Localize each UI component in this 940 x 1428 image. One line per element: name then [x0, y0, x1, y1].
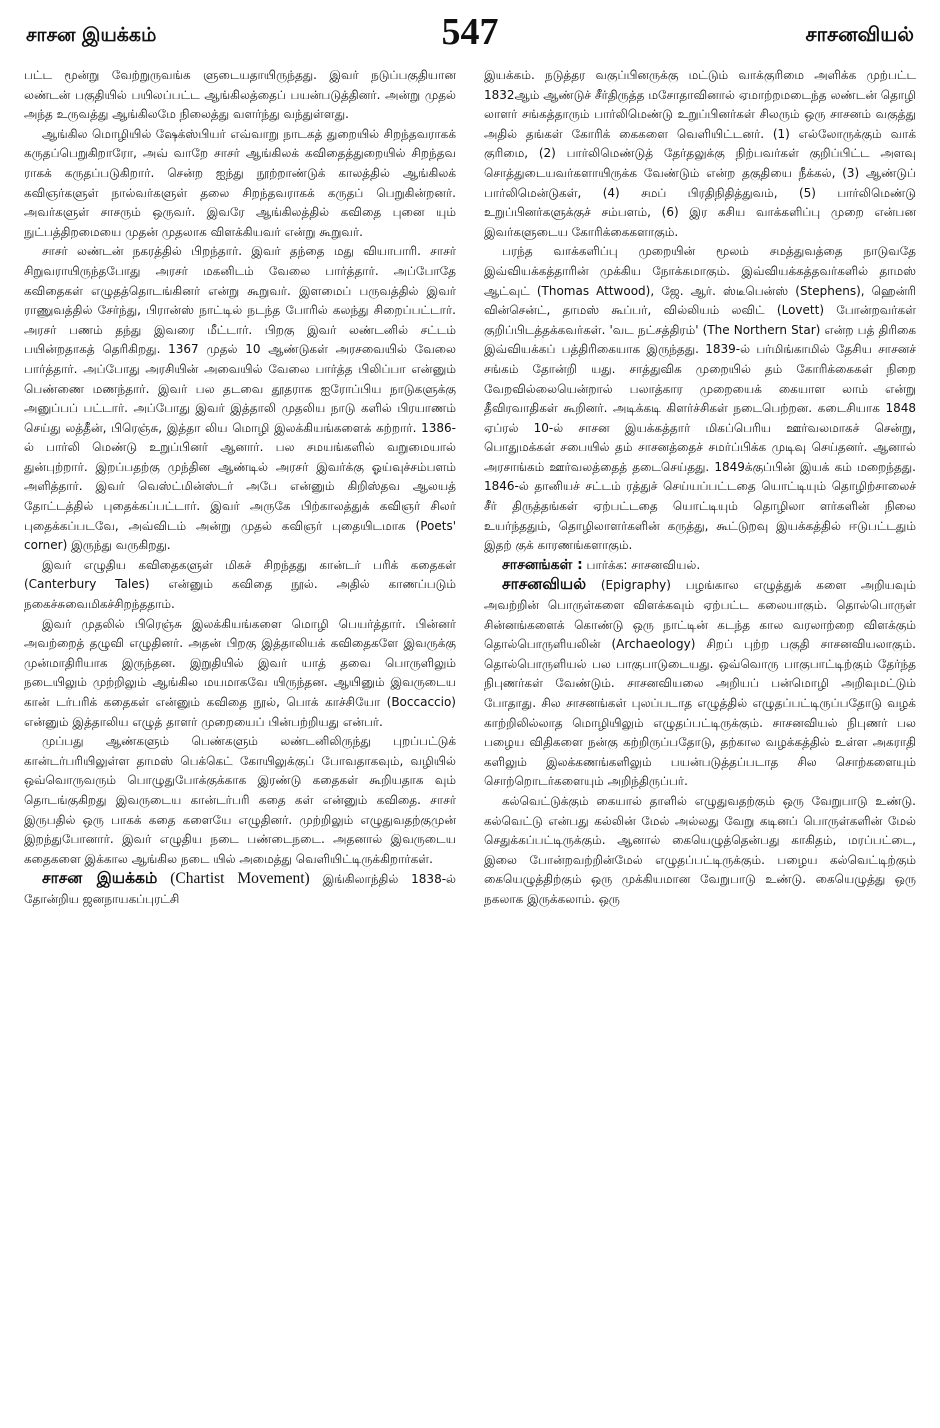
paragraph: கல்வெட்டுக்கும் கையால் தாளில் எழுதுவதற்கும் ஒரு வேறுபாடு உண்டு. கல்வெட்டு என்பது கல்லின் மேல் அல்லது வேறு கடினப் பொருள்களின் மேல் செதுக்கப்பட்டிருக்கும். ஆனால் கையெழுத்தென்பது காகிதம், மரப்பட்டை, இலை போன்றவற்றின்மேல் எழுதப்பட்டிருக்கும். பழைய கல்வெட்டிற்கும் கையெழுத்திற்கும் ஒரு முக்கியமான வேறுபாடு உண்டு. கையெழுத்து ஒரு நகலாக இருக்கலாம். ஒரு	[484, 793, 916, 906]
entry-epigraphy	[484, 575, 916, 792]
left-column	[24, 66, 456, 1411]
entry-text: இங்கிலாந்தில் 1838-ல் தோன்றிய ஜனநாயகப்புரட்சி	[24, 872, 456, 906]
running-head-left: சாசன இயக்கம்	[26, 24, 157, 46]
cross-reference	[484, 556, 916, 576]
page-number: 547	[441, 11, 499, 53]
cross-ref-text: பார்க்க: சாசனவியல்.	[586, 557, 701, 572]
paragraph: ஆங்கில மொழியில் ஷேக்ஸ்பியர் எவ்வாறு நாடகத் துறையில் சிறந்தவராகக் கருதப்பெறுகிறாரோ, அவ் வாறே சாசர் ஆங்கிலக் கவிதைத்துறையில் சிறந்தவ ராகக் கருதப்படுகிறார். சென்ற ஐந்து நூற்றாண்டுக் காலத்தில் ஆங்கிலக் கவிஞர்களுள் நால்வர்களுள் தலை சிறந்தவராகக் கருதப் பெறுகின்றனர். அவர்களுள் சாசரும் ஒருவர். இவரே ஆங்கிலத்தில் கவிதை புனை யும் நுட்பத்திறமையை முதன் முதலாக விளக்கியவர் என்று கூறுவர்.	[24, 126, 456, 239]
paragraph: பரந்த வாக்களிப்பு முறையின் மூலம் சமத்துவத்தை நாடுவதே இவ்வியக்கத்தாரின் முக்கிய நோக்கமாகும். இவ்வியக்கத்தவர்களில் தாமஸ் ஆட்வுட் (Thomas Attwood), ஜே. ஆர். ஸ்டீபென்ஸ் (Stephens), ஹென்ரி வின்சென்ட், தாமஸ் கூப்பர், வில்லியம் லவிட் (Lovett) போன்றவர்கள் குறிப்பிடத்தக்கவர்கள். 'வட நட்சத்திரம்' (The Northern Star) என்ற பத் திரிகை இவ்வியக்கப் பத்திரிகையாக இருந்தது. 1839-ல் பர்மிங்காமில் தேசிய சாசனச் சங்கம் தோன்றி யது. சாத்துவிக முறையில் தம் கோரிக்கைகள் நிறை வேறவில்லையென்றால் பலாத்கார முறையைக் கையாள லாம் என்று தீவிரவாதிகள் கூறினர். அடிக்கடி கிளர்ச்சிகள் நடைபெற்றன. கடைசியாக 1848 ஏப்ரல் 10-ல் சாசன இயக்கத்தார் மிகப்பெரிய ஊர்வலமாகச் சென்று, பொதுமக்கள் சபையில் தம் சாசனத்தைச் சமர்ப்பிக்க முடிவு செய்தனர். ஆனால் அரசாங்கம் ஊர்வலத்தைத் தடைசெய்தது. 1849க்குப்பின் இயக் கம் மறைந்தது. 1846-ல் தானியச் சட்டம் ரத்துச் செய்யப்பட்டதை யொட்டியும் தொழிற்சாலைச் சீர் திருத்தங்கள் ஏற்பட்டதை யொட்டியும் தொழிலா ளர்களின் நிலை உயர்ந்ததும், தொழிலாளர்களின் கருத்து, கூட்டுறவு இயக்கத்தில் ஈடுபட்டதும் இதற் குக் காரணங்களாகும்.	[484, 244, 916, 553]
page-header	[26, 10, 914, 60]
entry-heading: சாசனவியல்	[502, 575, 587, 594]
paragraph: இவர் எழுதிய கவிதைகளுள் மிகச் சிறந்தது கான்டர் பரிக் கதைகள் (Canterbury Tales) என்னும் கவிதை நூல். அதில் காணப்படும் நகைச்சுவைமிகச்சிறந்ததாம்.	[24, 557, 456, 612]
paragraph: பட்ட மூன்று வேற்றுருவங்க ளுடையதாயிருந்தது. இவர் நடுப்பகுதியான லண்டன் பகுதியில் பயிலப்பட்ட ஆங்கிலத்தைப் பயன்படுத்தினர். அன்று முதல் அந்த உருவத்து ஆங்கிலமே நிலைத்து வளர்ந்து வந்துள்ளது.	[24, 68, 456, 122]
paragraph: இவர் முதலில் பிரெஞ்சு இலக்கியங்களை மொழி பெயர்த்தார். பின்னர் அவற்றைத் தழுவி எழுதினர். அதன் பிறகு இத்தாலியக் கவிதைகளே இவருக்கு முன்மாதிரியாக இருந்தன. இறுதியில் இவர் யாத் தவை பொருளிலும் நடையிலும் முற்றிலும் ஆங்கில மயமாகவே யிருந்தன. ஆயினும் இவருடைய கான் டர்பரிக் கதைகள் என்னும் கவிதை நூல், பொக் காச்சியோ (Boccaccio) என்னும் இத்தாலிய எழுத் தாளர் முறையைப் பின்பற்றியது என்பர்.	[24, 616, 456, 729]
right-column	[484, 66, 916, 1411]
cross-ref-heading: சாசனங்கள் :	[502, 556, 583, 573]
entry-heading-english: (Chartist Movement)	[170, 870, 310, 888]
entry-chartist	[24, 869, 456, 909]
entry-heading: சாசன இயக்கம்	[42, 869, 158, 888]
paragraph: சாசர் லண்டன் நகரத்தில் பிறந்தார். இவர் தந்தை மது வியாபாரி. சாசர் சிறுவராயிருந்தபோது அரசர் மகனிடம் வேலை பார்த்தார். அப்போதே கவிதைகள் எழுதத்தொடங்கினர் என்று கூறுவர். இளமைப் பருவத்தில் இவர் ராணுவத்தில் சேர்ந்து, பிரான்ஸ் நாட்டில் நடந்த போரில் கலந்து சிறைப்பட்டார். அரசர் பணம் தந்து இவரை மீட்டார். பிறகு இவர் லண்டனில் சட்டம் பயின்றதாகத் தெரிகிறது. 1367 முதல் 10 ஆண்டுகள் அரசவையில் வேலை பார்த்தார். அப்போது அரசியின் அவையில் வேலை பார்த்த பிலிப்பா என்னும் பெண்ணை மணந்தார். இவர் பல தடவை தூதராக ஐரோப்பிய நாடுகளுக்கு அனுப்பப் பட்டார். அப்போது இவர் இத்தாலி முதலிய நாடு களில் பிரயாணம் செய்து லத்தீன், பிரெஞ்சு, இத்தா லிய மொழி இலக்கியங்களைக் கற்றார். 1386-ல் பார்லி மெண்டு உறுப்பினர் ஆனார். பல சமயங்களில் வறுமையால் துன்புற்றார். இறப்பதற்கு முந்தின ஆண்டில் அரசர் இவர்க்கு ஓய்வுச்சம்பளம் அளித்தார். இவர் வெஸ்ட்மின்ஸ்டர் அபே என்னும் கிறிஸ்தவ ஆலயத் தோட்டத்தில் புதைக்கப்பட்டார். இவர் அருகே பிற்காலத்துக் கவிஞர் சிலர் புதைக்கப்படவே, அவ்விடம் அன்று முதல் கவிஞர் புதையிடமாக (Poets' corner) இருந்து வருகிறது.	[24, 244, 456, 553]
paragraph: இயக்கம். நடுத்தர வகுப்பினருக்கு மட்டும் வாக்குரிமை அளிக்க முற்பட்ட 1832ஆம் ஆண்டுச் சீர்திருத்த மசோதாவினால் ஏமாற்றமடைந்த லண்டன் தொழி லாளர் சங்கத்தாரும் பார்லிமெண்டு உறுப்பினர்கள் சிலரும் ஒரு சாசனம் வகுத்து அதில் தங்கள் கோரிக் கைகளை வெளியிட்டனர். (1) எல்லோருக்கும் வாக் குரிமை, (2) பார்லிமெண்டுத் தேர்தலுக்கு நிற்பவர்கள் குறிப்பிட்ட அளவு சொத்துடையவர்களாயிருக்க வேண்டும் என்ற தகுதியை நீக்கல், (3) ஆண்டுப் பார்லிமென்டுகள், (4) சமப் பிரதிநிதித்துவம், (5) பார்லிமெண்டு உறுப்பினர்களுக்குச் சம்பளம், (6) இர கசிய வாக்களிப்பு முறை என்பன இவர்களுடைய கோரிக்கைகளாகும்.	[484, 68, 916, 239]
entry-text: (Epigraphy) பழங்கால எழுத்துக் களை அறியவும் அவற்றின் பொருள்களை விளக்கவும் ஏற்பட்ட கலையாகும். தொல்பொருள் சின்னங்களைக் கொண்டு ஒரு நாட்டின் கடந்த கால வரலாற்றை விளக்கும் தொல்பொருளியலின் (Archaeology) சிறப் புற்ற பகுதி சாசனவியலாகும். தொல்பொருளியல் பல பாகுபாடுடையது. ஒவ்வொரு பாகுபாட்டிற்கும் தேர்ந்த நிபுணர்கள் வேண்டும். சாசனவியலை அறியப் பன்மொழி அறிவுமட்டும் போதாது. சில சாசனங்கள் புலப்படாத எழுத்தில் எழுதப்பட்டிருப்பதோடு வழக் காற்றிலில்லாத மொழியிலும் எழுதப்பட்டிருக்கும். சாசனவியல் நிபுணர் பல பழைய விதிகளை நன்கு கற்றிருப்பதோடு, தற்கால வழக்கத்தில் உள்ள அகராதி களிலும் இலக்கணங்களிலும் பயன்படுத்தப்படாத சில சொற்களையும் சொற்றொடர்களையும் அறிந்திருப்பர்.	[484, 578, 916, 789]
paragraph: முப்பது ஆண்களும் பெண்களும் லண்டனிலிருந்து புறப்பட்டுக் கான்டர்பரியிலுள்ள தாமஸ் பெக்கெட் கோயிலுக்குப் போவதாகவும், வழியில் ஒவ்வொருவரும் பொழுதுபோக்குக்காக இரண்டு கதைகள் கூறியதாக வும் தொடங்குகிறது இவருடைய கான்டர்பரி கதை கள் என்னும் கவிதை. சாசர் இருபதில் ஒரு பாகக் கதை களையே எழுதினர். முற்றிலும் எழுதுவதற்குமுன் இறந்துபோனார். இவர் எழுதிய நடை பண்டைநடை. அதனால் இவருடைய கதைகளை இக்கால ஆங்கில நடை யில் அமைத்து வெளியிட்டிருக்கிறார்கள்.	[24, 734, 456, 866]
running-head-right: சாசனவியல்	[805, 22, 914, 46]
